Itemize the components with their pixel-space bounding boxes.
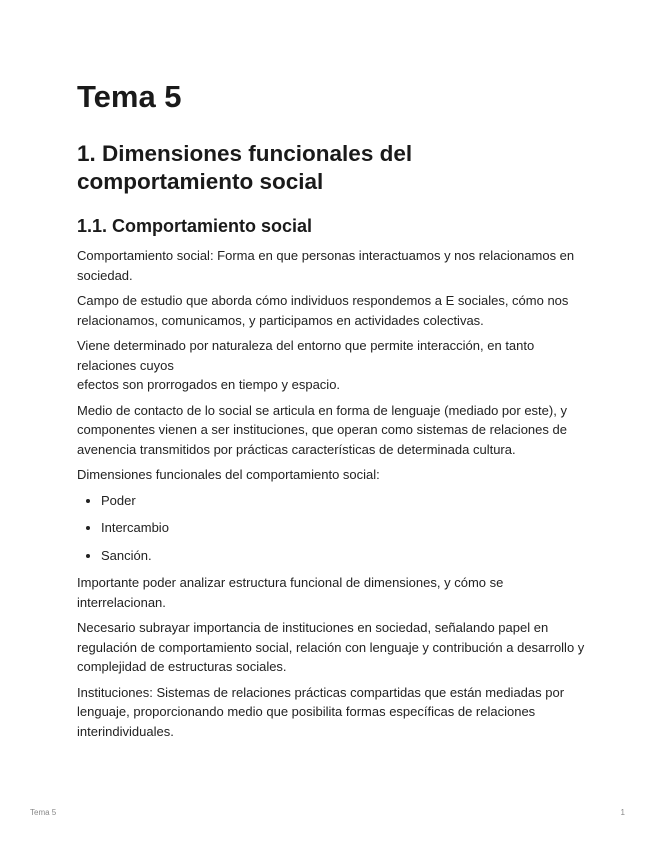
- paragraph: Instituciones: Sistemas de relaciones prácticas compartidas que están mediadas por lenguaje, proporcionando medio que posibilita formas específicas de relaciones interindividuales.: [77, 684, 565, 739]
- footer-title: Tema 5: [30, 808, 57, 817]
- list-item: • Poder: [101, 491, 587, 511]
- paragraph-line: Viene determinado por naturaleza del entorno que permite interacción, en tanto relaciones cuyos: [77, 338, 535, 373]
- subsection-heading: 1.1. Comportamiento social: [77, 216, 313, 236]
- document-page: [77, 78, 587, 747]
- paragraph-line: efectos son prorrogados en tiempo y espacio.: [77, 377, 341, 392]
- paragraph: Importante poder analizar estructura funcional de dimensiones, y cómo se interrelacionan.: [77, 575, 504, 610]
- section-heading: 1. Dimensiones funcionales del comportamiento social: [77, 141, 413, 194]
- page-number: 1: [620, 808, 625, 817]
- dimensions-list: [77, 491, 587, 566]
- paragraph: Comportamiento social: Forma en que personas interactuamos y nos relacionamos en sociedad.: [77, 248, 575, 283]
- document-title: Tema 5: [77, 79, 182, 114]
- paragraph: Campo de estudio que aborda cómo individuos respondemos a E sociales, cómo nos relacionamos, comunicamos, y participamos en actividades colectivas.: [77, 293, 569, 328]
- paragraph: Necesario subrayar importancia de instituciones en sociedad, señalando papel en regulación de comportamiento social, relación con lenguaje y contribución a desarrollo y complejidad de estructuras sociales.: [77, 620, 585, 674]
- paragraph: Dimensiones funcionales del comportamiento social:: [77, 467, 380, 482]
- list-item: • Intercambio: [101, 518, 587, 538]
- paragraph: Medio de contacto de lo social se articula en forma de lenguaje (mediado por este), y componentes vienen a ser instituciones, que operan como sistemas de relaciones de avenencia transmitidos por prácticas características de determinada cultura.: [77, 402, 567, 457]
- list-item: • Sanción.: [101, 546, 587, 566]
- paragraph: [77, 336, 587, 395]
